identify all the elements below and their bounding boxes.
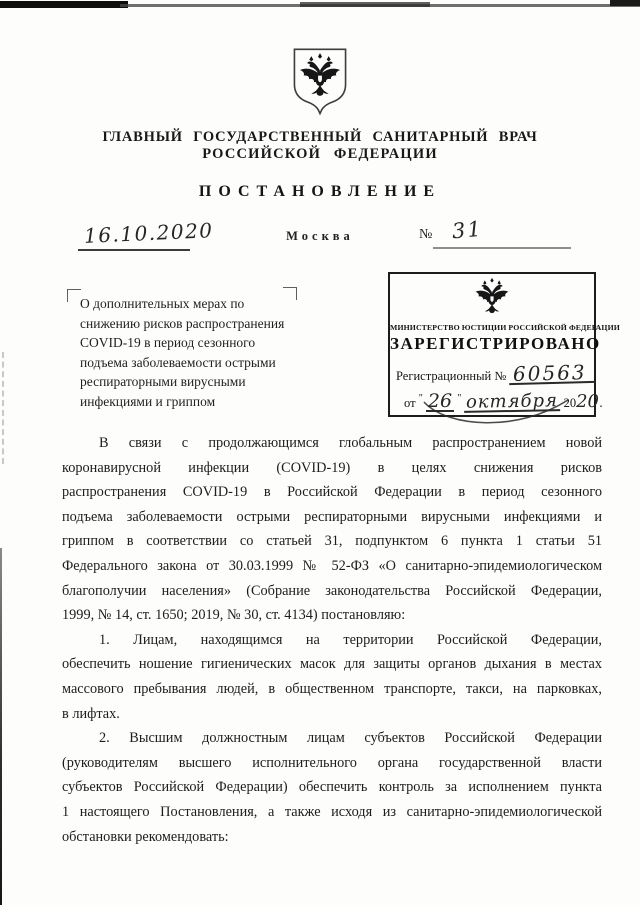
issue-date-handwritten: 16.10.2020 <box>83 218 214 248</box>
document-number-underline <box>433 247 571 249</box>
document-number-handwritten: 31 <box>451 216 484 244</box>
scan-artifact-top-right <box>610 0 640 6</box>
justice-registration-stamp <box>388 272 620 417</box>
stamp-date-month-handwritten: октября <box>466 390 559 413</box>
body-line: обеспечить ношение гигиенических масок для защиты органов дыхания в местах <box>62 656 602 673</box>
body-line: в лифтах. <box>62 705 120 722</box>
subject-line: О дополнительных мерах по <box>80 296 245 311</box>
stamp-date-year-printed: 20 <box>563 396 577 410</box>
stamp-quote-open: " <box>418 393 423 404</box>
body-line: 1999, № 14, ст. 1650; 2019, № 30, ст. 4134) постановляю: <box>62 607 406 624</box>
document-type-title: ПОСТАНОВЛЕНИЕ <box>198 183 442 200</box>
body-line: подъема заболеваемости острыми респираторными вирусными инфекциями и <box>62 508 602 525</box>
stamp-date-year-handwritten: 20 <box>576 391 599 412</box>
body-line: Федерального закона от 30.03.1999 № 52-ФЗ «О санитарно-эпидемиологическом <box>62 557 602 574</box>
stamp-registration-number-line <box>396 360 592 387</box>
issuing-authority-name <box>0 129 640 163</box>
subject-block <box>80 294 300 411</box>
document-body <box>62 431 602 849</box>
subject-line: COVID-19 в период сезонного <box>80 335 256 350</box>
subject-line: респираторными вирусными <box>80 374 246 389</box>
body-line: гриппом в соответствии со статьей 31, подпунктом 6 пункта 1 статьи 51 <box>62 533 602 550</box>
body-line: (руководителям высшего исполнительного органа государственной власти <box>62 754 602 771</box>
stamp-date-suffix: . <box>598 395 603 410</box>
russia-coat-of-arms-icon <box>286 46 354 120</box>
handwriting-flourish <box>418 398 578 434</box>
subject-line: снижению рисков распространения <box>80 315 285 331</box>
issue-date-underline <box>78 249 190 251</box>
body-line: массового пребывания людей, в общественном транспорте, такси, на парковках, <box>62 680 602 697</box>
subject-line: подъема заболеваемости острыми <box>80 354 276 370</box>
body-line: 1 настоящего Постановления, а также исходя из санитарно-эпидемиологической <box>62 803 602 820</box>
document-number-sign: № <box>419 227 433 242</box>
body-line: В связи с продолжающимся глобальным распространением новой <box>99 435 602 451</box>
stamp-date-day-handwritten: 26 <box>427 390 453 412</box>
subject-corner-mark-left <box>67 289 81 302</box>
body-line: благополучии населения» (Собрание законодательства Российской Федерации, <box>62 582 602 599</box>
scan-artifact-top-smudge <box>300 2 430 7</box>
scan-artifact-top-left <box>0 1 128 8</box>
scan-artifact-left-edge <box>0 548 2 905</box>
stamp-ministry-name: МИНИСТЕРСТВО ЮСТИЦИИ РОССИЙСКОЙ ФЕДЕРАЦИИ <box>390 323 620 332</box>
body-line: 2. Высшим должностным лицам субъектов Российской Федерации <box>99 730 602 747</box>
stamp-date-prefix: от <box>404 396 416 410</box>
stamp-quote-close: " <box>457 393 462 404</box>
subject-line: инфекциями и гриппом <box>80 393 216 409</box>
stamp-reg-number-label: Регистрационный № <box>396 369 507 383</box>
body-line: коронавирусной инфекции (COVID-19) в целях снижения рисков <box>62 459 602 476</box>
body-line: субъектов Российской Федерации) обеспечить контроль за исполнением пункта <box>62 779 602 796</box>
city-label: Москва <box>286 229 354 243</box>
stamp-registered-label: ЗАРЕГИСТРИРОВАНО <box>390 334 601 353</box>
body-line: распространения COVID-19 в Российской Федерации в период сезонного <box>62 484 602 501</box>
stamp-reg-number-handwritten: 60563 <box>509 363 595 385</box>
scan-artifact-left-specks <box>2 352 4 464</box>
justice-ministry-emblem-icon <box>467 277 517 321</box>
body-line: 1. Лицам, находящимся на территории Российской Федерации, <box>99 631 602 648</box>
authority-name-line2: РОССИЙСКОЙ ФЕДЕРАЦИИ <box>202 146 438 162</box>
body-line: обстановки рекомендовать: <box>62 828 229 845</box>
authority-name-line1: ГЛАВНЫЙ ГОСУДАРСТВЕННЫЙ САНИТАРНЫЙ ВРАЧ <box>102 129 538 145</box>
